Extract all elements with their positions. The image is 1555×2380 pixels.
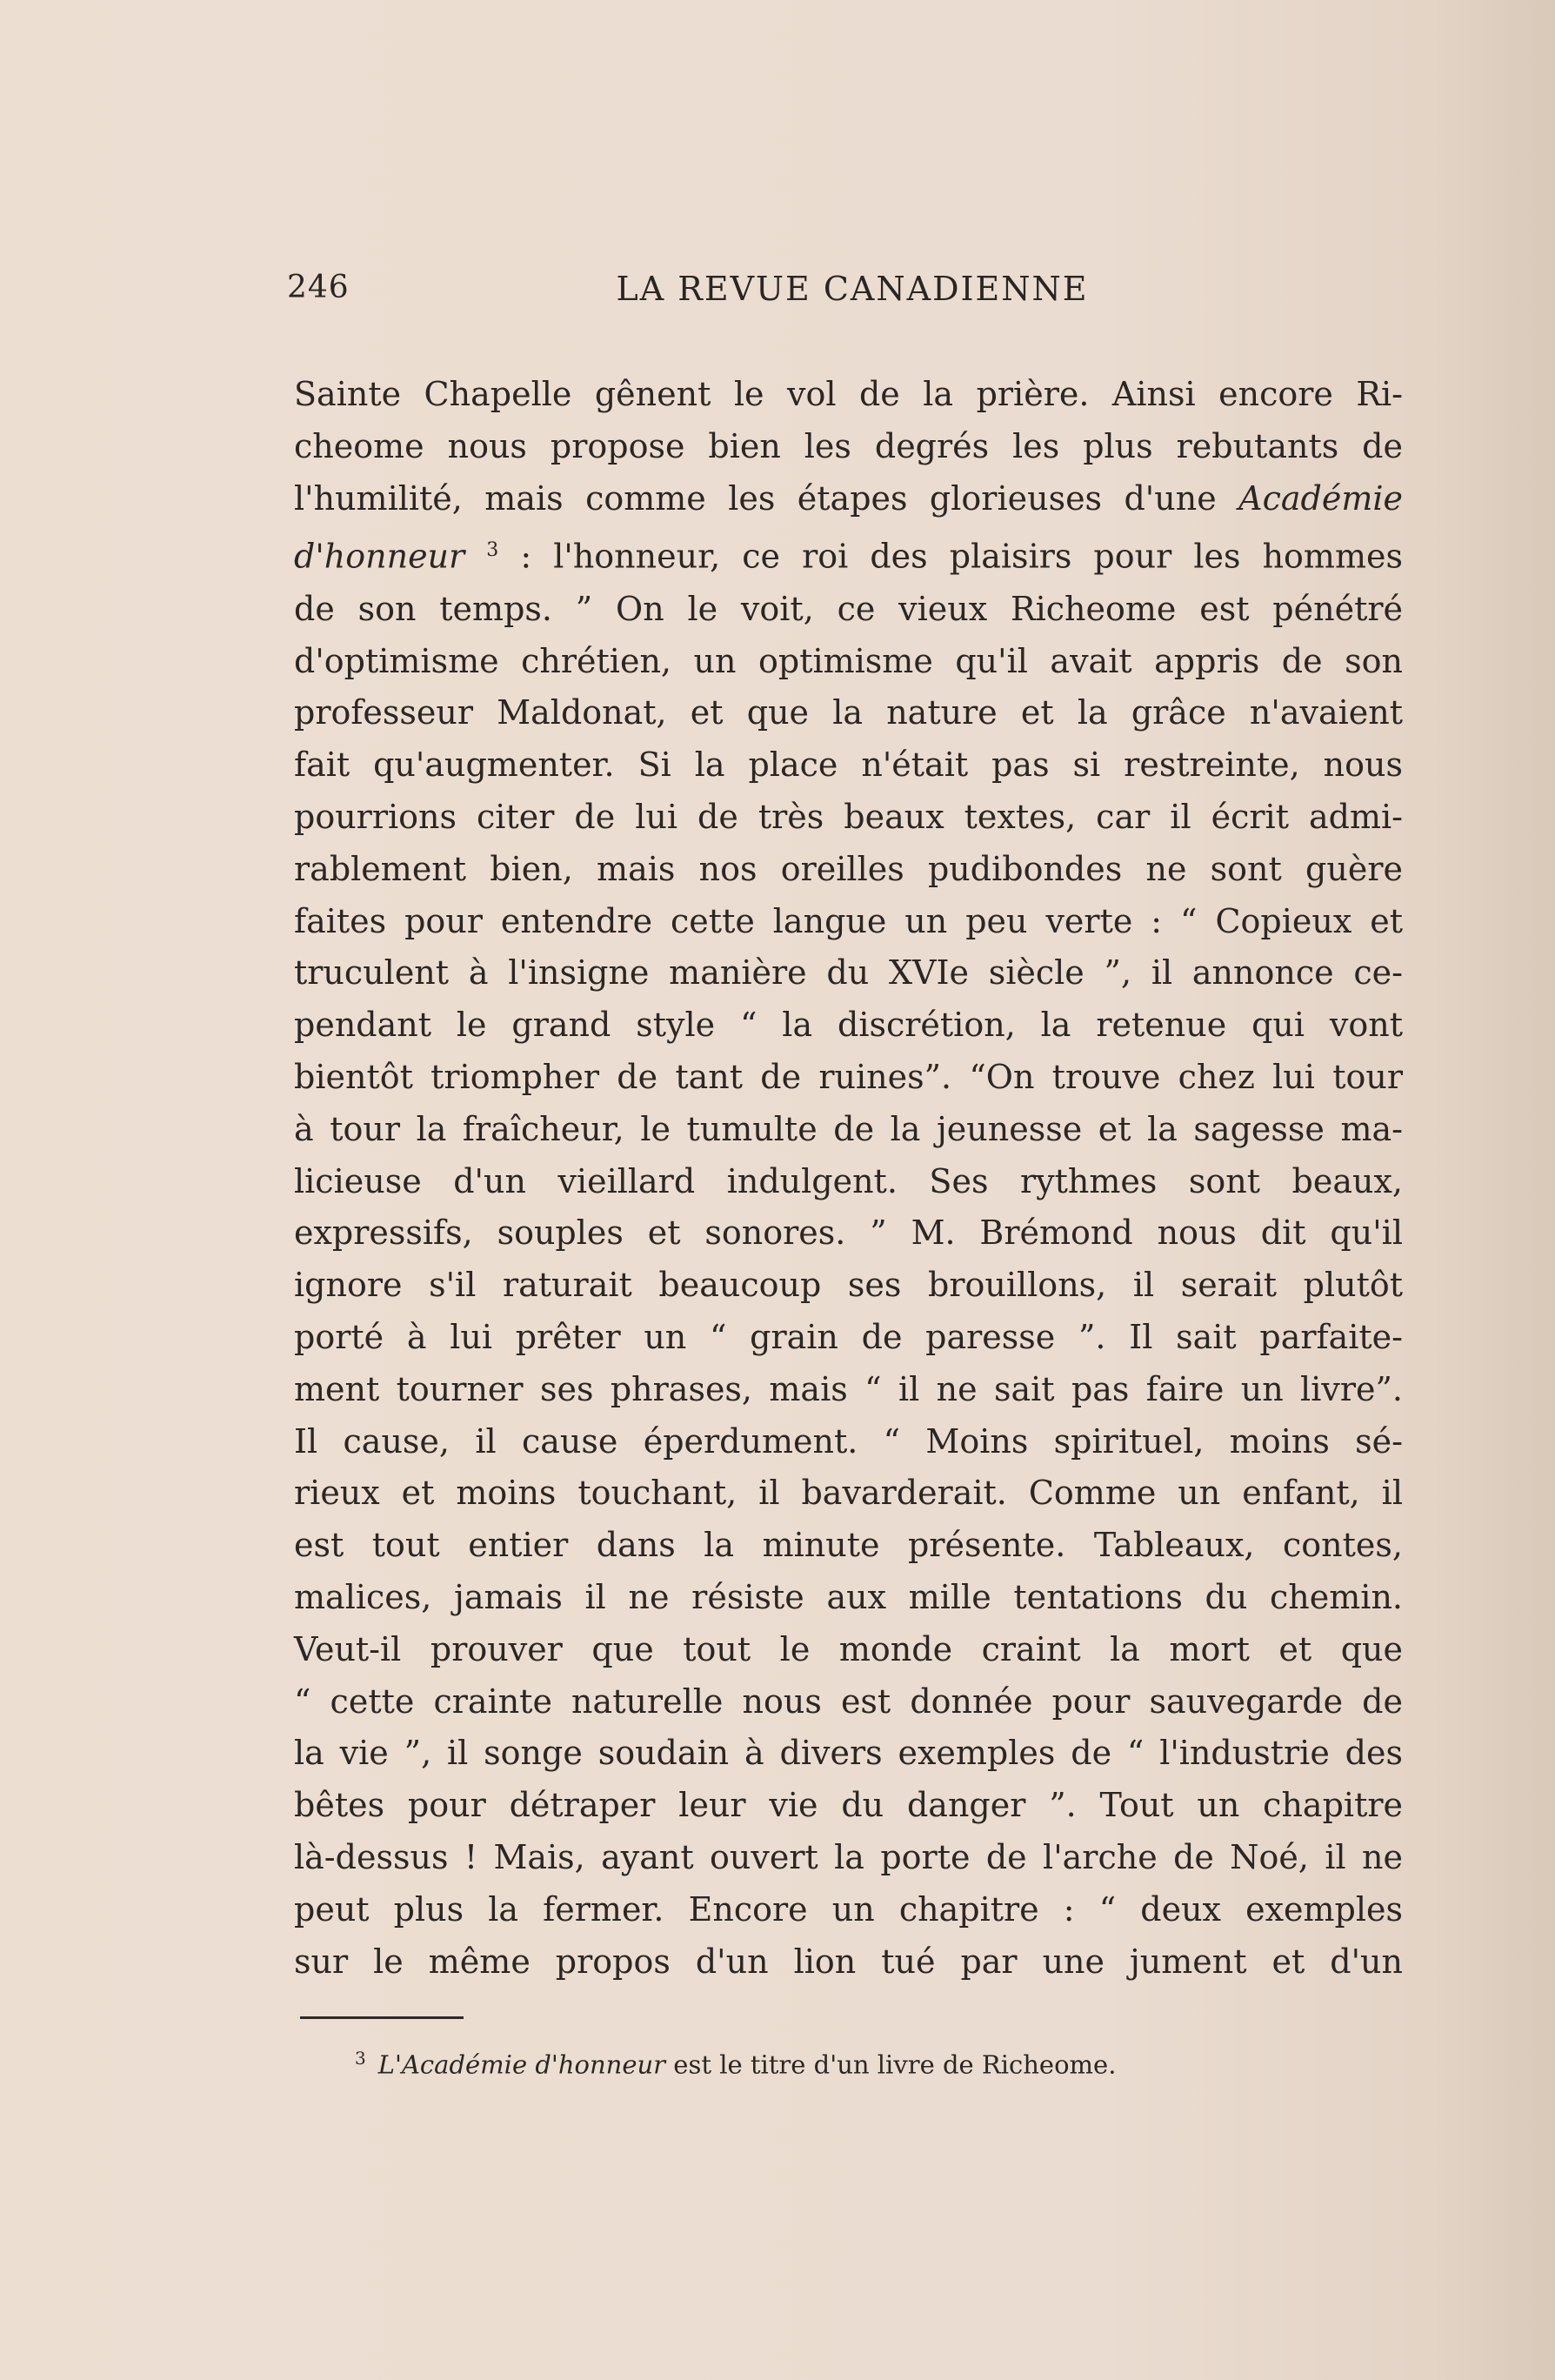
text-line: pendant le grand style “ la discrétion, la retenue qui vont xyxy=(294,1006,1403,1045)
footnote-title: L'Académie d'honneur xyxy=(377,2049,666,2080)
footnote-text: est le titre d'un livre de Richeome. xyxy=(665,2049,1117,2080)
text-line: Il cause, il cause éperdument. “ Moins spirituel, moins sé- xyxy=(294,1421,1403,1461)
journal-title: LA REVUE CANADIENNE xyxy=(616,270,1089,308)
text-line: sur le même propos d'un lion tué par une jument et d'un xyxy=(294,1942,1403,1981)
text-line: pourrions citer de lui de très beaux textes, car il écrit admi- xyxy=(294,798,1403,837)
text-segment: : l'honneur, ce roi des plaisirs pour les hommes xyxy=(498,538,1403,577)
running-head xyxy=(287,270,1418,313)
text-line: malices, jamais il ne résiste aux mille tentations du chemin. xyxy=(294,1577,1403,1616)
text-line: professeur Maldonat, et que la nature et la grâce n'avaient xyxy=(294,693,1403,732)
text-line: de son temps. ” On le voit, ce vieux Richeome est pénétré xyxy=(294,589,1403,628)
text-line: rieux et moins touchant, il bavarderait. Comme un enfant, il xyxy=(294,1474,1403,1513)
page-number: 246 xyxy=(287,270,350,305)
text-line: bêtes pour détraper leur vie du danger ”. Tout un chapitre xyxy=(294,1786,1403,1825)
text-line: Sainte Chapelle gênent le vol de la prière. Ainsi encore Ri- xyxy=(294,375,1403,413)
footnote-mark: 3 xyxy=(355,2048,366,2069)
italic-word: Académie xyxy=(1238,478,1403,518)
text-line: fait qu'augmenter. Si la place n'était pas si restreinte, nous xyxy=(294,745,1403,785)
text-line: truculent à l'insigne manière du XVIe siècle ”, il annonce ce- xyxy=(294,953,1403,993)
text-line: expressifs, souples et sonores. ” M. Brémond nous dit qu'il xyxy=(294,1213,1403,1253)
text-line: à tour la fraîcheur, le tumulte de la jeunesse et la sagesse ma- xyxy=(294,1109,1403,1148)
text-line: Veut-il prouver que tout le monde craint la mort et que xyxy=(294,1629,1403,1668)
text-line: la vie ”, il songe soudain à divers exemples de “ l'industrie des xyxy=(294,1734,1403,1773)
footnote-reference: 3 xyxy=(486,539,499,562)
text-line: licieuse d'un vieillard indulgent. Ses rythmes sont beaux, xyxy=(294,1161,1403,1200)
text-line: rablement bien, mais nos oreilles pudibondes ne sont guère xyxy=(294,849,1403,888)
text-line: est tout entier dans la minute présente. Tableaux, contes, xyxy=(294,1526,1403,1565)
text-line: peut plus la fermer. Encore un chapitre : “ deux exemples xyxy=(294,1889,1403,1929)
text-line: ignore s'il raturait beaucoup ses brouillons, il serait plutôt xyxy=(294,1266,1403,1305)
text-line xyxy=(294,473,1403,525)
text-line xyxy=(294,525,1403,583)
footnote xyxy=(355,2048,1398,2080)
text-line: bientôt triompher de tant de ruines”. “On trouve chez lui tour xyxy=(294,1058,1403,1097)
text-line: là-dessus ! Mais, ayant ouvert la porte de l'arche de Noé, il ne xyxy=(294,1837,1403,1876)
text-line: “ cette crainte naturelle nous est donnée pour sauvegarde de xyxy=(294,1681,1403,1721)
footnote-divider xyxy=(300,2016,464,2019)
text-line: ment tourner ses phrases, mais “ il ne sait pas faire un livre”. xyxy=(294,1369,1403,1408)
italic-word: d'honneur xyxy=(294,538,465,577)
text-line: faites pour entendre cette langue un peu verte : “ Copieux et xyxy=(294,901,1403,940)
text-segment: l'humilité, mais comme les étapes glorieuses d'une xyxy=(294,478,1239,518)
text-line: cheome nous propose bien les degrés les plus rebutants de xyxy=(294,426,1403,465)
text-line: porté à lui prêter un “ grain de paresse ”. Il sait parfaite- xyxy=(294,1318,1403,1356)
body-text xyxy=(294,369,1403,1988)
text-line: d'optimisme chrétien, un optimisme qu'il avait appris de son xyxy=(294,641,1403,680)
